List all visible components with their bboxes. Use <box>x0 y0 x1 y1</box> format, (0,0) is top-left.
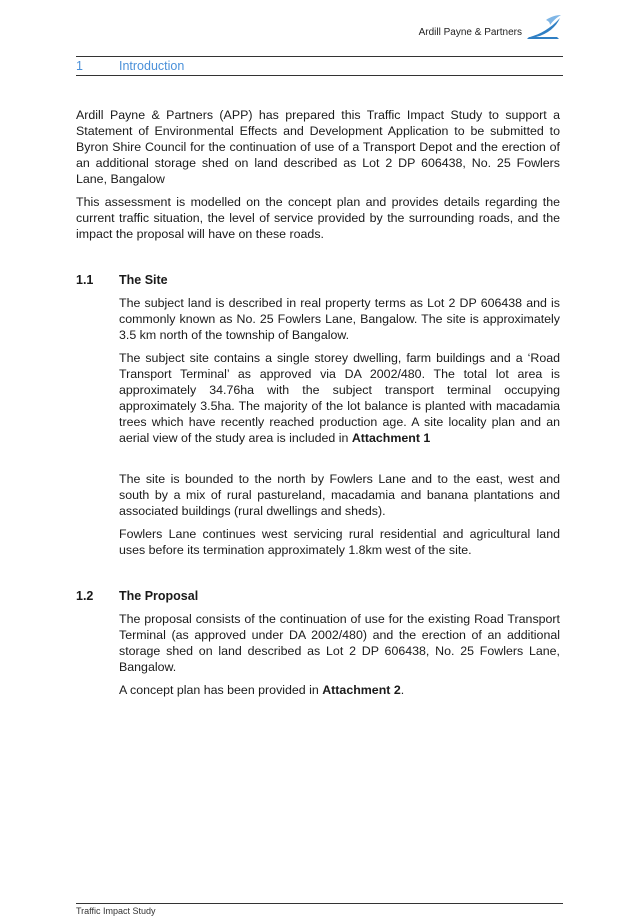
site-paragraph-2-text: The subject site contains a single storey dwelling, farm buildings and a ‘Road Transport Terminal’ as approved via DA 2002/480. The total lot area is approximately 34.76ha with the subject transport terminal occupying approximately 3.5ha. The majority of the lot balance is planted with macadamia trees which have recently reached production age. A site locality plan and an aerial view of the study area is included in <box>119 351 560 445</box>
footer-document-title: Traffic Impact Study <box>76 906 156 916</box>
header-rule-top <box>76 56 563 57</box>
section-title: Introduction <box>119 59 185 73</box>
subsection-number: 1.1 <box>76 273 94 287</box>
proposal-paragraph-2-end: . <box>400 683 405 697</box>
section-heading <box>76 59 184 73</box>
header-rule-bottom <box>76 75 563 76</box>
attachment-2-reference: Attachment 2 <box>322 683 401 697</box>
proposal-paragraph-2-text: A concept plan has been provided in <box>119 683 319 697</box>
site-paragraph-4: Fowlers Lane continues west servicing rural residential and agricultural land uses before its termination approximately 1.8km west of the site. <box>119 527 560 557</box>
footer-rule <box>76 903 563 904</box>
site-paragraph-1: The subject land is described in real property terms as Lot 2 DP 606438 and is commonly known as No. 25 Fowlers Lane, Bangalow. The site is approximately 3.5 km north of the township of Bangalow. <box>119 296 560 342</box>
site-paragraph-3: The site is bounded to the north by Fowlers Lane and to the east, west and south by a mix of rural pastureland, macadamia and banana plantations and associated buildings (rural dwellings and sheds). <box>119 472 560 518</box>
proposal-paragraph-2 <box>119 682 560 698</box>
intro-paragraph-1: Ardill Payne & Partners (APP) has prepared this Traffic Impact Study to support a Statement of Environmental Effects and Development Application to be submitted to Byron Shire Council for the continuation of use of a Transport Depot and the erection of an additional storage shed on land described as Lot 2 DP 606438, No. 25 Fowlers Lane, Bangalow <box>76 108 560 186</box>
subsection-title: The Site <box>119 273 168 287</box>
company-logo-icon <box>526 14 562 40</box>
subsection-heading-site <box>76 273 168 287</box>
header-company-name: Ardill Payne & Partners <box>418 27 522 38</box>
site-paragraph-2 <box>119 350 560 446</box>
attachment-1-reference: Attachment 1 <box>351 431 431 445</box>
subsection-title: The Proposal <box>119 589 199 603</box>
intro-paragraph-2: This assessment is modelled on the concept plan and provides details regarding the current traffic situation, the level of service provided by the surrounding roads, and the impact the proposal will have on these roads. <box>76 195 560 241</box>
proposal-paragraph-1: The proposal consists of the continuation of use for the existing Road Transport Terminal (as approved under DA 2002/480) and the erection of an additional storage shed on land described as Lot 2 DP 606438, No. 25 Fowlers Lane, Bangalow. <box>119 612 560 674</box>
subsection-heading-proposal <box>76 589 198 603</box>
subsection-number: 1.2 <box>76 589 94 603</box>
section-number: 1 <box>76 59 83 73</box>
